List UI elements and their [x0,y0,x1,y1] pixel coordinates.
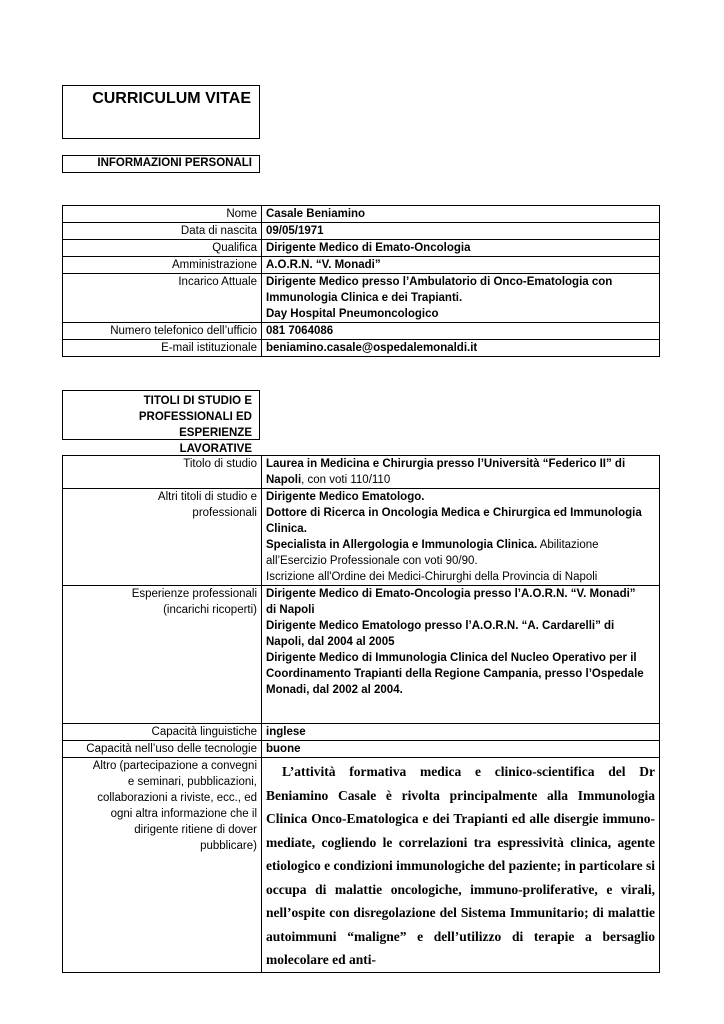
table-row [63,724,660,741]
label-line: dirigente ritiene di dover [134,824,257,836]
table-row [63,586,660,724]
value-line: Dirigente Medico di Immunologia Clinica del Nucleo Operativo per il [266,652,637,664]
table-row [63,257,660,274]
titolo-normal: , con voti 110/110 [301,474,391,486]
label-line: Altro (partecipazione a convegni [92,760,257,772]
value-line: all’Esercizio Professionale con voti 90/90. [266,555,478,567]
row-label: Qualifica [63,240,262,257]
row-label: E-mail istituzionale [63,340,262,357]
value-line: Iscrizione all'Ordine dei Medici-Chirurghi della Provincia di Napoli [266,571,598,583]
incarico-line: Immunologia Clinica e dei Trapianti. [266,292,463,304]
row-value [262,274,660,323]
incarico-line: Day Hospital Pneumoncologico [266,308,439,320]
titolo-line [266,472,655,488]
table-row [63,274,660,323]
row-value [262,489,660,586]
row-label [63,586,262,724]
label-line: pubblicare) [200,840,257,852]
table-row [63,456,660,489]
value-line: Dirigente Medico di Emato-Oncologia presso l’A.O.R.N. “V. Monadi” [266,588,636,600]
table-row [63,206,660,223]
section-title-line: LAVORATIVE [179,443,252,455]
row-label: Amministrazione [63,257,262,274]
section-title-line: TITOLI DI STUDIO E [143,395,252,407]
value-line: Napoli, dal 2004 al 2005 [266,636,395,648]
row-value: inglese [262,724,660,741]
spacer [266,698,655,723]
value-line: Monadi, dal 2002 al 2004. [266,684,403,696]
table-row [63,741,660,758]
value-line: Dottore di Ricerca in Oncologia Medica e Chirurgica ed Immunologia [266,507,642,519]
row-label [63,489,262,586]
label-line: e seminari, pubblicazioni, [127,776,257,788]
incarico-line: Dirigente Medico presso l’Ambulatorio di Onco-Ematologia con [266,276,613,288]
row-value: 09/05/1971 [262,223,660,240]
row-value: A.O.R.N. “V. Monadi” [262,257,660,274]
section-title: INFORMAZIONI PERSONALI [97,157,252,169]
row-label: Titolo di studio [63,456,262,489]
value-line: Dirigente Medico Ematologo. [266,491,425,503]
value-bold: Specialista in Allergologia e Immunologia Clinica. [266,539,538,551]
value-line [266,537,655,553]
table-row [63,758,660,973]
value-line: di Napoli [266,604,315,616]
row-label: Data di nascita [63,223,262,240]
page-title: CURRICULUM VITAE [92,90,251,107]
row-label: Nome [63,206,262,223]
section-personal-info [62,155,260,173]
label-line: Esperienze professionali [131,588,257,600]
titolo-bold: Napoli [266,474,302,486]
studies-table [62,455,660,973]
row-label [63,758,262,973]
row-label: Numero telefonico dell’ufficio [63,323,262,340]
section-studies [62,390,260,455]
row-value [262,586,660,724]
value-line: Dirigente Medico Ematologo presso l’A.O.R.N. “A. Cardarelli” di [266,620,615,632]
table-row [63,223,660,240]
label-line: collaborazioni a riviste, ecc., ed [97,792,257,804]
cv-title-box [62,85,260,139]
label-line: ogni altra informazione che il [110,808,257,820]
table-row [63,489,660,586]
section-title-line: PROFESSIONALI ED ESPERIENZE [138,411,252,439]
value-normal: Abilitazione [537,539,599,551]
value-line: Clinica. [266,523,307,535]
value-line: Coordinamento Trapianti della Regione Campania, presso l’Ospedale [266,668,644,680]
row-label: Capacità linguistiche [63,724,262,741]
row-value: Casale Beniamino [262,206,660,223]
row-label: Capacità nell’uso delle tecnologie [63,741,262,758]
email-value: beniamino.casale@ospedalemonaldi.it [262,340,660,357]
label-line: professionali [192,507,257,519]
label-line: (incarichi ricoperti) [163,604,257,616]
table-row [63,323,660,340]
table-row [63,240,660,257]
personal-info-table [62,205,660,357]
row-label: Incarico Attuale [63,274,262,323]
row-value: 081 7064086 [262,323,660,340]
table-row [63,340,660,357]
titolo-line: Laurea in Medicina e Chirurgia presso l’Università “Federico II” di [266,458,626,470]
row-value [262,456,660,489]
row-value: buone [262,741,660,758]
other-info-paragraph: L’attività formativa medica e clinico-scientifica del Dr Beniamino Casale è rivolta principalmente alla Immunologia Clinica Onco-Ematologica e dei Trapianti ed alle disergie immuno-mediate, cogliendo le correlazioni tra espressività clinica, agente etiologico e condizioni immunologiche del paziente; in particolare si occupa di malattie oncologiche, immuno-proliferative, e virali, nell’ospite con disregolazione del Sistema Immunitario; di malattie autoimmuni “maligne” e dell’utilizzo di terapie a bersaglio molecolare ed anti- [262,758,660,973]
row-value: Dirigente Medico di Emato-Oncologia [262,240,660,257]
label-line: Altri titoli di studio e [157,491,257,503]
